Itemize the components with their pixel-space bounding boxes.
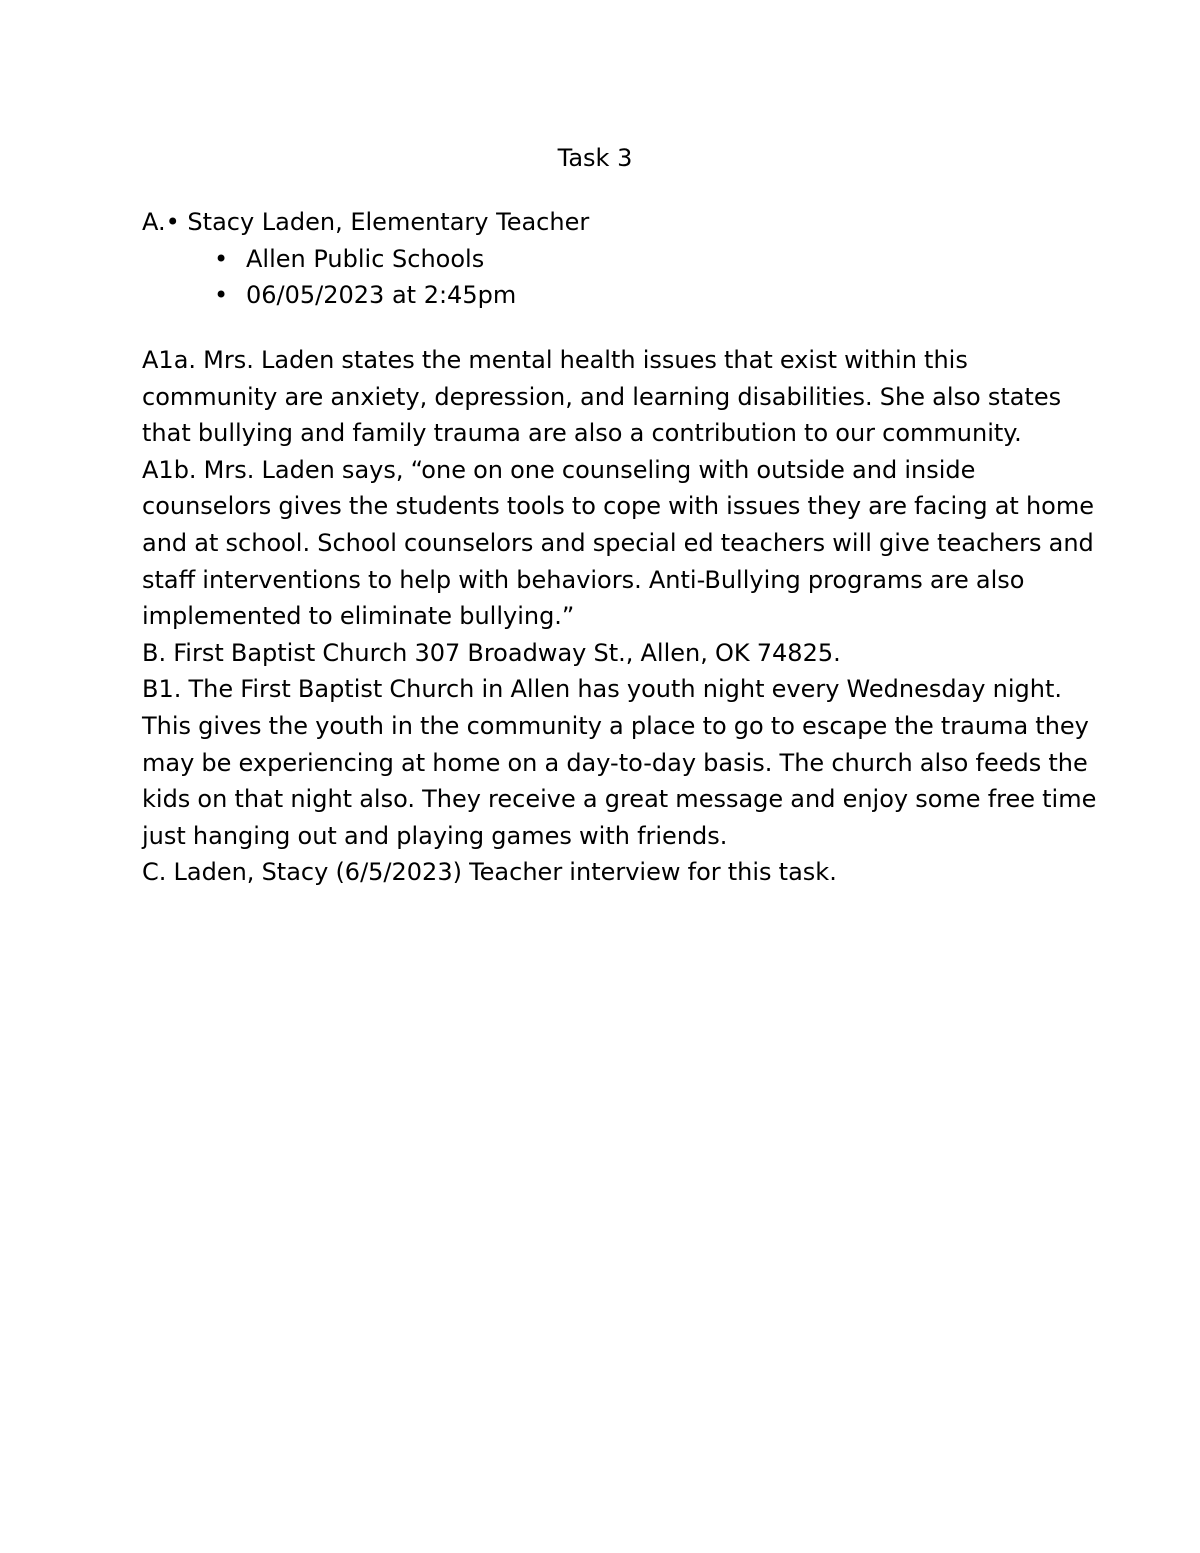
- paragraph-b: B. First Baptist Church 307 Broadway St., Allen, OK 74825.: [142, 638, 841, 667]
- paragraph-c: C. Laden, Stacy (6/5/2023) Teacher interview for this task.: [142, 858, 837, 887]
- list-item: [214, 241, 1102, 278]
- interview-date: 06/05/2023 at 2:45pm: [246, 281, 517, 310]
- section-a-first-line: [142, 204, 1102, 241]
- contact-name: Stacy Laden, Elementary Teacher: [187, 208, 590, 236]
- bullet-icon: •: [214, 244, 229, 273]
- paragraph-b1: B1. The First Baptist Church in Allen has youth night every Wednesday night. This gives the youth in the community a place to go to escape the trauma they may be experiencing at home on a day-to-day basis. The church also feeds the kids on that night also. They receive a great message and enjoy some free time just hanging out and playing games with friends.: [142, 675, 1097, 850]
- section-a-label: A.: [142, 208, 166, 236]
- bullet-icon: •: [165, 208, 180, 236]
- section-a-sub-list: [142, 241, 1102, 314]
- organization-name: Allen Public Schools: [246, 244, 485, 273]
- list-item: [214, 277, 1102, 314]
- paragraph-a1a: A1a. Mrs. Laden states the mental health issues that exist within this community are anxiety, depression, and learning disabilities. She also states that bullying and family trauma are also a contribution to our community.: [142, 346, 1062, 448]
- bullet-icon: •: [214, 281, 229, 310]
- document-title: Task 3: [557, 144, 633, 172]
- paragraph-a1b: A1b. Mrs. Laden says, “one on one counseling with outside and inside counselors gives the students tools to cope with issues they are facing at home and at school. School counselors and special ed teachers will give teachers and staff interventions to help with behaviors. Anti-Bullying programs are also implemented to eliminate bullying.”: [142, 455, 1094, 631]
- document-body: [142, 342, 1102, 891]
- section-a: [142, 204, 1102, 314]
